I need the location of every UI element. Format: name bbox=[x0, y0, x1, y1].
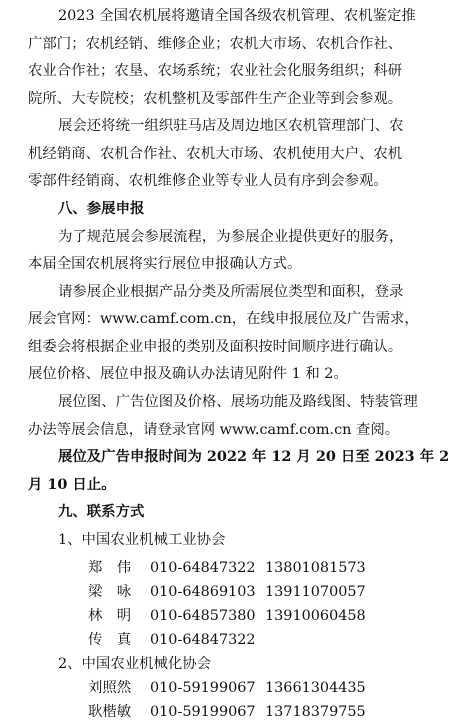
org-1-name: 1、中国农业机械工业协会 bbox=[58, 531, 226, 548]
contact-name: 耿楷敏 bbox=[88, 704, 132, 721]
section-8-deadline-line-2: 月 10 日止。 bbox=[28, 475, 116, 493]
section-9-heading: 九、联系方式 bbox=[58, 504, 145, 521]
contact-tel: 010-64869103 bbox=[150, 583, 256, 600]
paragraph-1-line-3: 农业合作社；农垦、农场系统；农业社会化服务组织；科研 bbox=[28, 63, 403, 80]
section-8-p2-line-1: 请参展企业根据产品分类及所需展位类型和面积，登录 bbox=[58, 283, 404, 300]
section-8-heading: 八、参展申报 bbox=[58, 201, 145, 217]
contact-mobile: 13801081573 bbox=[265, 559, 366, 576]
section-8-p2-line-3: 组委会将根据企业申报的类别及面积按时间顺序进行确认。 bbox=[28, 338, 403, 355]
contact-tel: 010-64857380 bbox=[150, 607, 256, 624]
org-2-name: 2、中国农业机械化协会 bbox=[58, 656, 212, 673]
section-8-p1-line-1: 为了规范展会参展流程，为参展企业提供更好的服务， bbox=[58, 228, 404, 245]
contact-mobile: 13718379755 bbox=[265, 704, 366, 721]
contact-name: 林 明 bbox=[88, 607, 132, 624]
section-8-p1-line-2: 本届全国农机展将实行展位申报确认方式。 bbox=[28, 256, 302, 273]
paragraph-1-line-1: 2023 全国农机展将邀请全国各级农机管理、农机鉴定推 bbox=[58, 7, 416, 24]
section-8-deadline-line-1: 展位及广告申报时间为 2022 年 12 月 20 日至 2023 年 2 bbox=[58, 448, 450, 466]
contact-mobile: 13910060458 bbox=[265, 607, 366, 624]
contact-tel: 010-59199067 bbox=[150, 680, 256, 697]
contact-tel: 010-64847322 bbox=[150, 631, 256, 648]
paragraph-1-line-4: 院所、大专院校；农机整机及零部件生产企业等到会参观。 bbox=[28, 90, 403, 107]
paragraph-2-line-2: 机经销商、农机合作社、农机大市场、农机使用大户、农机 bbox=[28, 145, 403, 162]
paragraph-1-line-2: 广部门；农机经销、维修企业；农机大市场、农机合作社、 bbox=[28, 35, 403, 52]
contact-tel: 010-64847322 bbox=[150, 559, 256, 576]
section-8-p3-line-1: 展位图、广告位图及价格、展场功能及路线图、特装管理 bbox=[58, 394, 418, 411]
contact-name: 传 真 bbox=[88, 631, 132, 648]
paragraph-2-line-1: 展会还将统一组织驻马店及周边地区农机管理部门、农 bbox=[58, 118, 404, 135]
contact-name: 梁 咏 bbox=[88, 583, 132, 600]
contact-mobile: 13661304435 bbox=[265, 680, 366, 697]
section-8-p3-line-2: 办法等展会信息，请登录官网 www.camf.com.cn 查阅。 bbox=[28, 421, 400, 438]
contact-name: 刘照然 bbox=[88, 680, 132, 697]
contact-name: 郑 伟 bbox=[88, 559, 132, 576]
section-8-p2-line-4: 展位价格、展位申报及确认办法请见附件 1 和 2。 bbox=[28, 366, 348, 383]
section-8-p2-line-2: 展会官网：www.camf.com.cn，在线申报展位及广告需求， bbox=[28, 311, 419, 328]
contact-tel: 010-59199067 bbox=[150, 704, 256, 721]
contact-mobile: 13911070057 bbox=[265, 583, 366, 600]
paragraph-2-line-3: 零部件经销商、农机维修企业等专业人员有序到会参观。 bbox=[28, 173, 388, 190]
